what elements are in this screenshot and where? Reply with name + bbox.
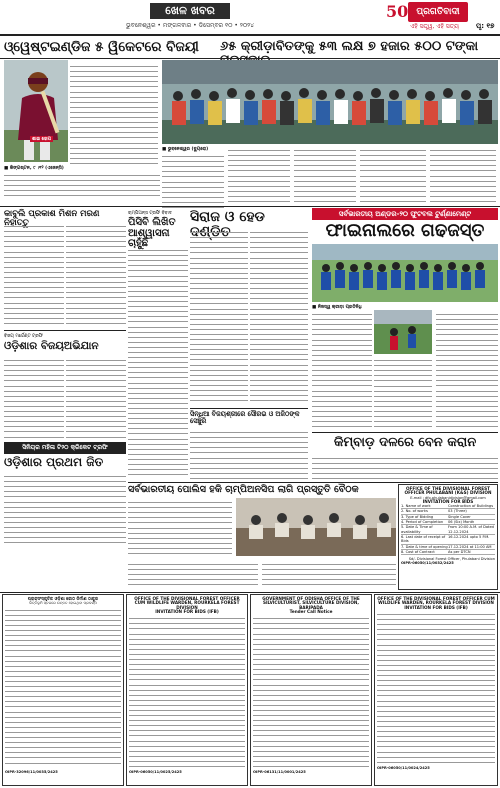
odisha-text-col2 [66,356,126,440]
ad-row-label: 5. Date & Time of availability [401,525,433,534]
odisha-text-col1 [4,356,64,440]
final-text-col3 [436,310,498,430]
ad-row-value: Single Cover [448,514,471,519]
headline-final: ଫାଇନାଲରେ ଗଢଜସ୍ତ [325,220,485,241]
ad-ref: OIPR-06050/11/0032/2425 [401,561,454,566]
ad-body [129,614,245,770]
divider [312,432,498,433]
ad-row-value: As per DTCN [448,549,471,554]
divider [0,592,500,593]
ad-ref: OIPR-06050/11/0024/2425 [377,765,430,770]
ad-body [5,606,121,770]
player-photo [4,60,68,162]
divider [4,330,126,331]
divider [0,206,500,207]
tender-ad-rourkela-1 [126,594,248,786]
divider [128,482,498,483]
ad-row-label: 3. Type of Bidding [401,514,434,519]
final-text-col2 [374,356,432,430]
headline-odisha-campaign: ଓଡ଼ିଶାର ବିଜୟଅଭିଯାନ [4,340,99,352]
masthead [0,0,500,36]
ad-body [253,614,369,770]
divider [0,58,500,59]
newspaper-logo: ପ୍ରଗତିବାଦୀ [408,2,468,22]
ad-ref: OIPR-06131/11/0001/2425 [253,770,306,775]
odisha-kicker: ବିଜୟ ମର୍ଚ୍ଚେଣ୍ଟ ଟ୍ରଫି [4,334,43,339]
ad-row-label: 2. No. of works [401,509,428,514]
match-photo [374,310,432,354]
photo-caption: ଶାଇ ହୋପ [32,137,51,142]
ad-ref: OIPR-32096/11/0035/2425 [5,769,58,774]
prize-text-col4 [360,146,426,208]
ad-row-label: 7. Date & time of opening [401,544,448,549]
pcb-kicker: ଚାମ୍ପିଅନ୍ସ ଟ୍ରଫି ବିବାଦ [128,211,172,216]
dateline: ଭୁବନେଶ୍ୱର • ମଙ୍ଗଳବାର • ଡିସେମ୍ବର ୧୦ • ୨୦୨୪ [126,22,254,29]
headline-siraj: ସିରାଜ ଓ ହେଡ ଦଣ୍ଡିତ [190,209,265,240]
ad-row-label: 4. Period of Completion [401,520,444,525]
football-team-photo [312,244,498,302]
prize-text-col5 [430,146,496,208]
ad-heading: INVITATION FOR BIDS (IFB) [404,604,468,610]
siraj-text-col2 [250,228,308,406]
ad-email: E-mail : dfo.phulabanidivision@gmail.com [410,495,486,500]
headline-pcb: ପିସିବି ଲିଖିତ ଆଶ୍ୱାସନା ଚାହୁଁଛି [128,217,176,249]
final-dateline: ■ ନିଜସ୍ୱ କ୍ରୀଡ଼ା ପ୍ରତିନିଧି [312,305,362,310]
award-group-photo [162,60,498,144]
headline-wi-win: ଓ୍ୱେଷ୍ଟଇଣ୍ଡିଜ ୫ ୱିକେଟରେ ବିଜୟୀ [4,39,199,55]
ad-title: OFFICE OF THE DIVISIONAL FOREST OFFICER CUM WILDLIFE WARDEN, ROURKELA FOREST DIVISION [134,596,240,610]
prize-text-col1 [162,152,224,208]
headline-kabaddi: କାବୁଲି ପ୍ରକାଶ ମିଶନ ମରଣ ନିହାତ୍ତୁ [4,209,100,228]
logo-tagline: ଏହି ସତ୍ତ୍ୱ, ଏହି ସତ୍ୟ [410,23,459,30]
ad-signature: Sd/- Divisional Forest Officer, Phulabani Division [408,557,495,562]
siraj-text-col1 [190,228,248,406]
wi-story-text [70,62,158,166]
sindh-text [190,428,308,480]
ad-heading: Tender Call Notice [289,608,333,614]
women-text [4,472,126,544]
ad-ref: OIPR-06050/11/0025/2425 [129,770,182,775]
prize-dateline: ■ ଭୁବନେଶ୍ୱର (ବ୍ୟୁରୋ) [162,147,209,152]
ad-row-label: 1. Name of work [401,504,431,509]
prize-text-col3 [294,146,356,208]
headline-police-hockey: ସର୍ବଭାରତୀୟ ପୋଲିସ ହକି ଚାମ୍ପିଅନସିପ ଲାଗି ପ୍ରସ୍ତୁତି ବୈଠକ [128,484,359,495]
ad-subtitle: ଭିତ୍ତିଭୂମି ସ୍ତରରେ ଉନ୍ନତ ହୋଇଥିବା ପ୍ରକଳ୍ପ [29,601,97,606]
ad-row-value: From 10:00 A.M. of Dated 12.12.2024 [448,525,494,534]
police-text-col1 [128,498,232,558]
kabaddi-text-col1 [4,222,64,326]
ad-heading: INVITATION FOR BIDS (IFB) [155,608,219,614]
ad-body [377,610,495,766]
anniversary-mark: 50 [386,2,409,21]
final-text-col1 [312,310,372,430]
headline-women-win: ଓଡ଼ିଶାର ପ୍ରଥମ ଜିତ [4,455,104,469]
ad-title: OFFICE OF THE DIVISIONAL FOREST OFFICER CUM WILDLIFE WARDEN, ROURKELA FOREST DIVISION [377,596,495,606]
kinnaur-text [312,454,498,480]
ad-title: GOVERNMENT OF ODISHA OFFICE OF THE SILVICULTURIST, SILVICULTURE DIVISION, BARIPADA [262,596,360,610]
women-kicker-banner: ସିନିୟର ମହିଳା ଟି୨୦ କ୍ରିକେଟ ଟ୍ରଫି [4,442,126,454]
section-title: ଖେଳ ଖବର [150,3,230,19]
page-number: ପୃ: ୧୭ [476,22,495,30]
divider [190,408,308,409]
ad-row-value: 03 (Three) [448,509,467,514]
tender-ad-baripada [250,594,372,786]
ad-title: OFFICE OF THE DIVISIONAL FOREST OFFICER PHULABANI (K&S) DIVISION [404,486,492,496]
ad-row-label: 8. Cost of Contract [401,549,435,554]
prize-text-col2 [228,146,290,208]
wi-story-text-2 [4,171,160,197]
final-kicker-banner: ସର୍ବଭାରତୀୟ ଅଣ୍ଡର-୨୦ ଫୁଟବଲ ଟୁର୍ଣ୍ଣାମେଣ୍ଟ [312,208,498,220]
ad-row-value: Construction of Buildings [448,504,494,509]
tender-ad-rourkela-2 [374,594,498,786]
police-text-col2 [128,560,258,590]
tender-ad-phulabani [398,484,498,590]
ad-row-value: 06 (Six) Month [448,520,475,525]
headline-sindh: ସିନ୍ଧିଆ ବିଜୟଶ୍ରୀରେ ସୌରଭ ଓ ଅଜିଠଙ୍କ ସେଞ୍ଚୁରି [190,410,300,425]
pcb-text [128,246,188,478]
kabaddi-text-col2 [66,222,126,326]
headline-prize: ୬୫ କ୍ରୀଡ଼ାବିତଙ୍କୁ ୫୩ ଲକ୍ଷ ୭ ହଜାର ୫୦୦ ଟଙ୍କା [220,39,479,54]
headline-kinnaur: କିମ୍ବାଡ଼ ଦଳରେ ବେନ କରାନ [333,435,477,450]
wi-dateline: ■ କିଙ୍ଗଷ୍ଟନ, ୯ ।୧୨ (ଏଜେନ୍ସି) [4,166,64,171]
meeting-photo [236,498,396,556]
ad-title: ପ୍ରାକ୍ସଂସ୍କୃତିକ ଓଡ଼ିଶା କୋଠ ନିର୍ମାଣ ଠାକୁର [27,596,99,601]
ad-row-value: 17.12.2024 at 11:00 AM [448,544,492,549]
police-text-col3 [262,560,396,590]
ad-heading: INVITATION FOR BIDS [422,498,474,504]
ad-row-value: 16.12.2024 upto 5 P.M. [448,534,490,539]
ad-row-label: 6. Last date of receipt of Bids [401,534,446,544]
tender-ad-odia [2,594,124,786]
